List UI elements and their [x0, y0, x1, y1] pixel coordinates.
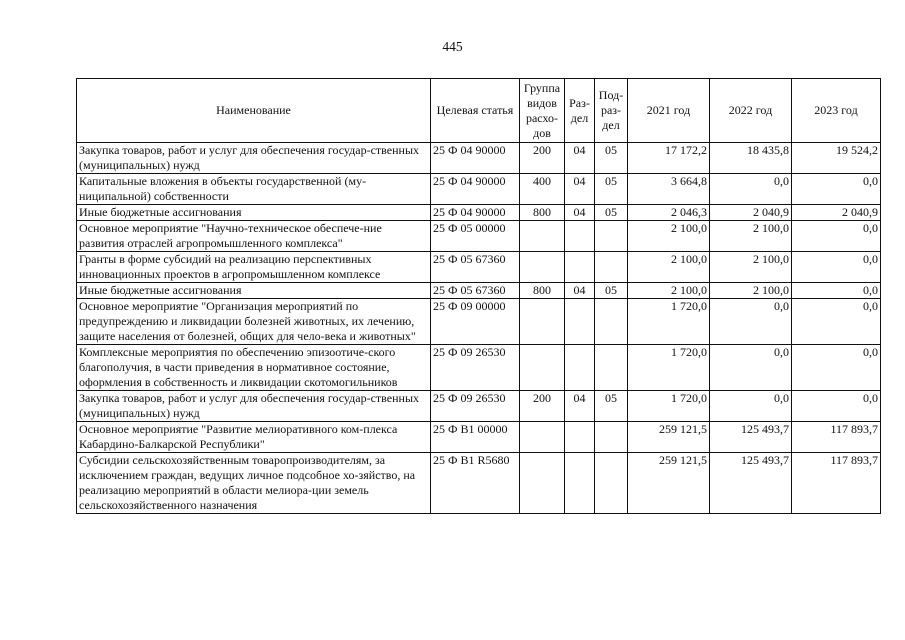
row-code: 25 Ф 05 00000	[431, 221, 520, 252]
row-code: 25 Ф 05 67360	[431, 283, 520, 299]
row-group: 400	[520, 174, 565, 205]
row-2021: 1 720,0	[628, 299, 710, 345]
header-2021: 2021 год	[628, 79, 710, 143]
page-number: 445	[442, 39, 463, 54]
table-row	[77, 422, 881, 453]
budget-table	[76, 78, 881, 514]
row-subsection	[595, 453, 628, 514]
row-2022: 0,0	[710, 174, 792, 205]
row-subsection	[595, 422, 628, 453]
row-section	[565, 453, 595, 514]
row-code: 25 Ф 05 67360	[431, 252, 520, 283]
row-section: 04	[565, 283, 595, 299]
row-2023: 117 893,7	[792, 453, 881, 514]
row-2022: 125 493,7	[710, 422, 792, 453]
row-name: Основное мероприятие "Научно-техническое обеспече-ние развития отраслей агропромышленного комплекса"	[77, 221, 431, 252]
header-target-article: Целевая статья	[431, 79, 520, 143]
row-2023: 0,0	[792, 299, 881, 345]
row-2023: 0,0	[792, 345, 881, 391]
row-section: 04	[565, 205, 595, 221]
row-group: 200	[520, 143, 565, 174]
row-2022: 2 100,0	[710, 221, 792, 252]
row-code: 25 Ф 09 00000	[431, 299, 520, 345]
row-2022: 0,0	[710, 299, 792, 345]
row-2023: 2 040,9	[792, 205, 881, 221]
header-subsection: Под- раз- дел	[595, 79, 628, 143]
row-2022: 125 493,7	[710, 453, 792, 514]
row-group: 800	[520, 283, 565, 299]
row-section	[565, 422, 595, 453]
table-row	[77, 205, 881, 221]
row-2022: 0,0	[710, 345, 792, 391]
row-2023: 0,0	[792, 283, 881, 299]
table-row	[77, 391, 881, 422]
row-code: 25 Ф 04 90000	[431, 143, 520, 174]
row-group	[520, 422, 565, 453]
row-group	[520, 252, 565, 283]
row-group	[520, 453, 565, 514]
row-subsection: 05	[595, 205, 628, 221]
table-row	[77, 299, 881, 345]
row-subsection: 05	[595, 143, 628, 174]
header-section: Раз- дел	[565, 79, 595, 143]
header-2022: 2022 год	[710, 79, 792, 143]
row-name: Закупка товаров, работ и услуг для обеспечения государ-ственных (муниципальных) нужд	[77, 391, 431, 422]
row-name: Иные бюджетные ассигнования	[77, 283, 431, 299]
header-2023: 2023 год	[792, 79, 881, 143]
header-name: Наименование	[77, 79, 431, 143]
row-subsection	[595, 221, 628, 252]
table-row	[77, 221, 881, 252]
row-section	[565, 252, 595, 283]
row-2021: 1 720,0	[628, 345, 710, 391]
row-name: Комплексные мероприятия по обеспечению эпизоотиче-ского благополучия, в части приведения в нормативное состояние, оформления в собственность и ликвидации скотомогильников	[77, 345, 431, 391]
row-name: Основное мероприятие "Развитие мелиоративного ком-плекса Кабардино-Балкарской Республики"	[77, 422, 431, 453]
row-2023: 0,0	[792, 391, 881, 422]
header-expense-group: Группа видов расхо- дов	[520, 79, 565, 143]
table-row	[77, 174, 881, 205]
row-2023: 0,0	[792, 252, 881, 283]
row-name: Основное мероприятие "Организация мероприятий по предупреждению и ликвидации болезней животных, их лечению, защите населения от болезней, общих для чело-века и животных"	[77, 299, 431, 345]
row-2021: 259 121,5	[628, 422, 710, 453]
row-2022: 0,0	[710, 391, 792, 422]
row-2021: 2 046,3	[628, 205, 710, 221]
row-name: Капитальные вложения в объекты государственной (му-ниципальной) собственности	[77, 174, 431, 205]
table-row	[77, 345, 881, 391]
row-group: 800	[520, 205, 565, 221]
row-section	[565, 299, 595, 345]
row-2021: 3 664,8	[628, 174, 710, 205]
row-2021: 2 100,0	[628, 283, 710, 299]
row-2021: 1 720,0	[628, 391, 710, 422]
row-subsection	[595, 299, 628, 345]
row-2022: 2 040,9	[710, 205, 792, 221]
row-2023: 0,0	[792, 174, 881, 205]
table-row	[77, 252, 881, 283]
table-row	[77, 283, 881, 299]
row-group	[520, 221, 565, 252]
row-2021: 17 172,2	[628, 143, 710, 174]
row-subsection: 05	[595, 391, 628, 422]
row-subsection: 05	[595, 174, 628, 205]
row-group: 200	[520, 391, 565, 422]
row-2022: 2 100,0	[710, 283, 792, 299]
row-group	[520, 345, 565, 391]
row-2022: 2 100,0	[710, 252, 792, 283]
row-subsection: 05	[595, 283, 628, 299]
table-row	[77, 143, 881, 174]
row-name: Иные бюджетные ассигнования	[77, 205, 431, 221]
row-section: 04	[565, 391, 595, 422]
row-subsection	[595, 345, 628, 391]
row-code: 25 Ф 04 90000	[431, 174, 520, 205]
header-row	[77, 79, 881, 143]
row-2022: 18 435,8	[710, 143, 792, 174]
row-subsection	[595, 252, 628, 283]
row-2023: 117 893,7	[792, 422, 881, 453]
row-code: 25 Ф 04 90000	[431, 205, 520, 221]
row-name: Гранты в форме субсидий на реализацию перспективных инновационных проектов в агропромышленном комплексе	[77, 252, 431, 283]
row-2021: 2 100,0	[628, 252, 710, 283]
row-name: Субсидии сельскохозяйственным товаропроизводителям, за исключением граждан, ведущих личное подсобное хо-зяйство, на реализацию мероприятий в области мелиора-ции земель сельскохозяйственного назначения	[77, 453, 431, 514]
row-2021: 259 121,5	[628, 453, 710, 514]
row-2021: 2 100,0	[628, 221, 710, 252]
row-code: 25 Ф В1 00000	[431, 422, 520, 453]
row-section	[565, 221, 595, 252]
row-2023: 0,0	[792, 221, 881, 252]
row-section: 04	[565, 143, 595, 174]
row-2023: 19 524,2	[792, 143, 881, 174]
row-section	[565, 345, 595, 391]
row-code: 25 Ф 09 26530	[431, 391, 520, 422]
row-name: Закупка товаров, работ и услуг для обеспечения государ-ственных (муниципальных) нужд	[77, 143, 431, 174]
row-section: 04	[565, 174, 595, 205]
table-row	[77, 453, 881, 514]
row-code: 25 Ф 09 26530	[431, 345, 520, 391]
row-code: 25 Ф В1 R5680	[431, 453, 520, 514]
row-group	[520, 299, 565, 345]
